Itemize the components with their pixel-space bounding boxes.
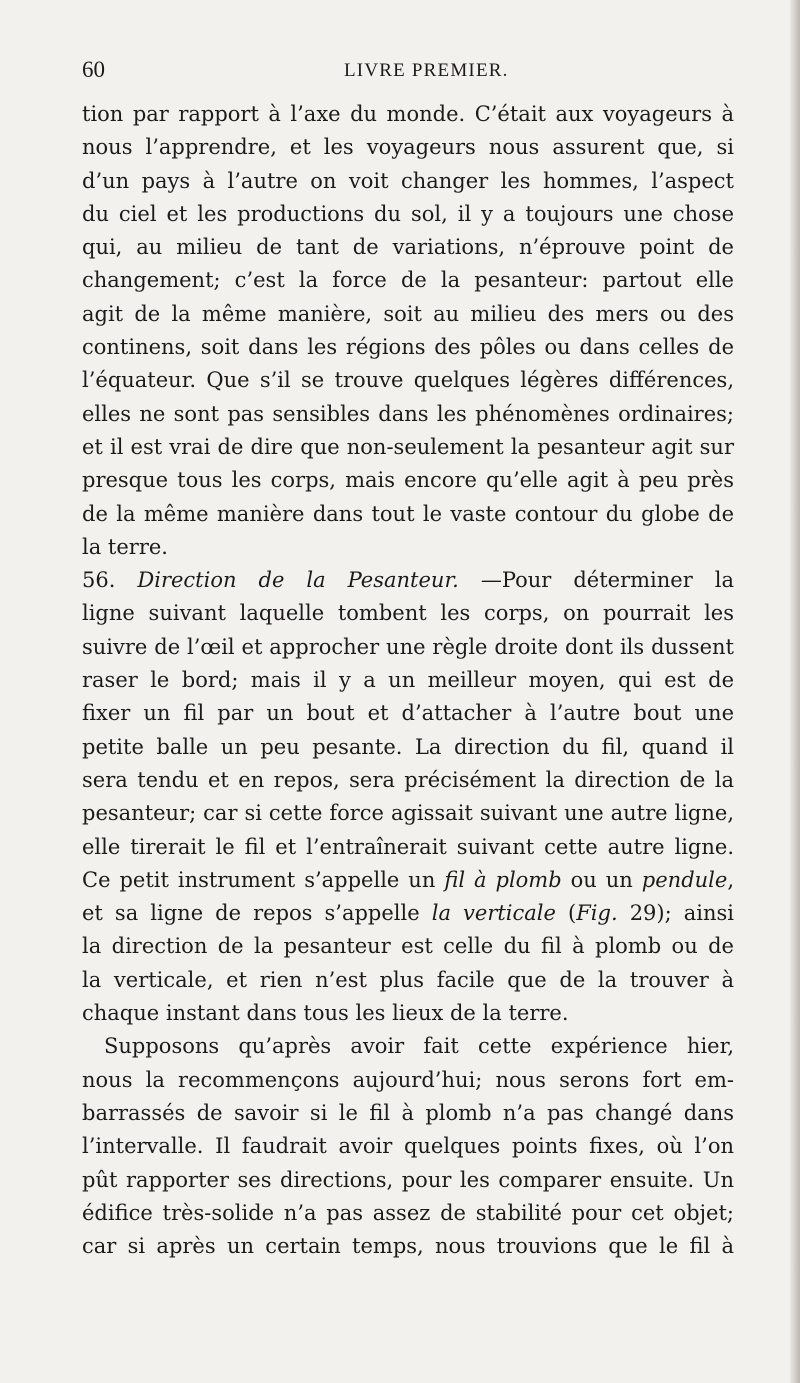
text-line: chaque instant dans tous les lieux de la terre. <box>82 1001 569 1026</box>
text-line: barrassés de savoir si le fil à plomb n’a pas changé dans <box>82 1100 734 1125</box>
text-line: la direction de la pesanteur est celle du fil à plomb ou de <box>82 934 734 959</box>
text-segment: Ce petit instrument s’appelle un <box>82 867 445 892</box>
text-line: agit de la même manière, soit au milieu des mers ou des <box>82 301 734 326</box>
text-line: pesanteur; car si cette force agissait suivant une autre ligne, <box>82 801 734 826</box>
text-line: elles ne sont pas sensibles dans les phénomènes ordinaires; <box>82 401 734 426</box>
page-edge <box>790 0 800 1383</box>
text-line: fixer un fil par un bout et d’attacher à l’autre bout une <box>82 701 734 726</box>
text-line: de la même manière dans tout le vaste contour du globe de <box>82 501 734 526</box>
text-line: nous l’apprendre, et les voyageurs nous assurent que, si <box>82 135 734 160</box>
section-title: Direction de la Pesanteur. <box>137 568 459 593</box>
text-line: petite balle un peu pesante. La direction du fil, quand il <box>82 734 734 759</box>
term-fil-a-plomb: fil à plomb <box>444 867 562 892</box>
text-line: pût rapporter ses directions, pour les comparer ensuite. Un <box>82 1167 734 1192</box>
section-number: 56. <box>82 568 116 593</box>
text-segment: ( <box>555 901 577 926</box>
text-line: d’un pays à l’autre on voit changer les hommes, l’aspect <box>82 168 734 193</box>
text-line: suivre de l’œil et approcher une règle droite dont ils dussent <box>82 634 734 659</box>
text-line: tion par rapport à l’axe du monde. C’était aux voyageurs à <box>82 102 734 126</box>
figure-reference: Fig. <box>576 901 618 926</box>
text-line: presque tous les corps, mais encore qu’elle agit à peu près <box>82 468 734 493</box>
section-heading-line <box>82 564 734 597</box>
text-line: elle tirerait le fil et l’entraînerait suivant cette autre ligne. <box>82 834 734 859</box>
text-segment: , <box>727 867 734 892</box>
text-line: qui, au milieu de tant de variations, n’éprouve point de <box>82 235 734 260</box>
section-first-line: Pour déterminer la <box>501 568 734 593</box>
text-line-verticale <box>82 897 734 930</box>
text-line: du ciel et les productions du sol, il y a toujours une chose <box>82 201 734 226</box>
paragraph-start-line: Supposons qu’après avoir fait cette expérience hier, <box>104 1034 734 1059</box>
text-line: et il est vrai de dire que non-seulement la pesanteur agit sur <box>82 434 734 459</box>
section-dash: — <box>480 568 502 593</box>
text-line-fil-a-plomb <box>82 864 734 897</box>
term-verticale: la verticale <box>431 901 556 926</box>
text-line: changement; c’est la force de la pesanteur: partout elle <box>82 268 734 293</box>
text-line: car si après un certain temps, nous trouvions que le fil à <box>82 1234 734 1259</box>
text-line: la verticale, et rien n’est plus facile que de la trouver à <box>82 967 734 992</box>
running-head: LIVRE PREMIER. <box>344 60 509 81</box>
text-line: l’intervalle. Il faudrait avoir quelques points fixes, où l’on <box>82 1134 734 1159</box>
text-line: nous la recommençons aujourd’hui; nous serons fort em- <box>82 1067 734 1092</box>
text-segment: et sa ligne de repos s’appelle <box>82 901 432 926</box>
text-line: raser le bord; mais il y a un meilleur moyen, qui est de <box>82 668 734 693</box>
text-segment: ou un <box>561 867 642 892</box>
text-segment: 29); ainsi <box>617 901 734 926</box>
page-header <box>82 57 732 91</box>
text-line: sera tendu et en repos, sera précisément la direction de la <box>82 767 734 792</box>
text-line: la terre. <box>82 534 168 559</box>
body-text <box>82 98 734 1263</box>
term-pendule: pendule <box>641 867 728 892</box>
page-number: 60 <box>82 57 105 82</box>
text-line: édifice très-solide n’a pas assez de stabilité pour cet objet; <box>82 1200 734 1225</box>
text-line: ligne suivant laquelle tombent les corps, on pourrait les <box>82 601 734 626</box>
text-line: continens, soit dans les régions des pôles ou dans celles de <box>82 335 734 360</box>
text-line: l’équateur. Que s’il se trouve quelques légères différences, <box>82 368 734 393</box>
